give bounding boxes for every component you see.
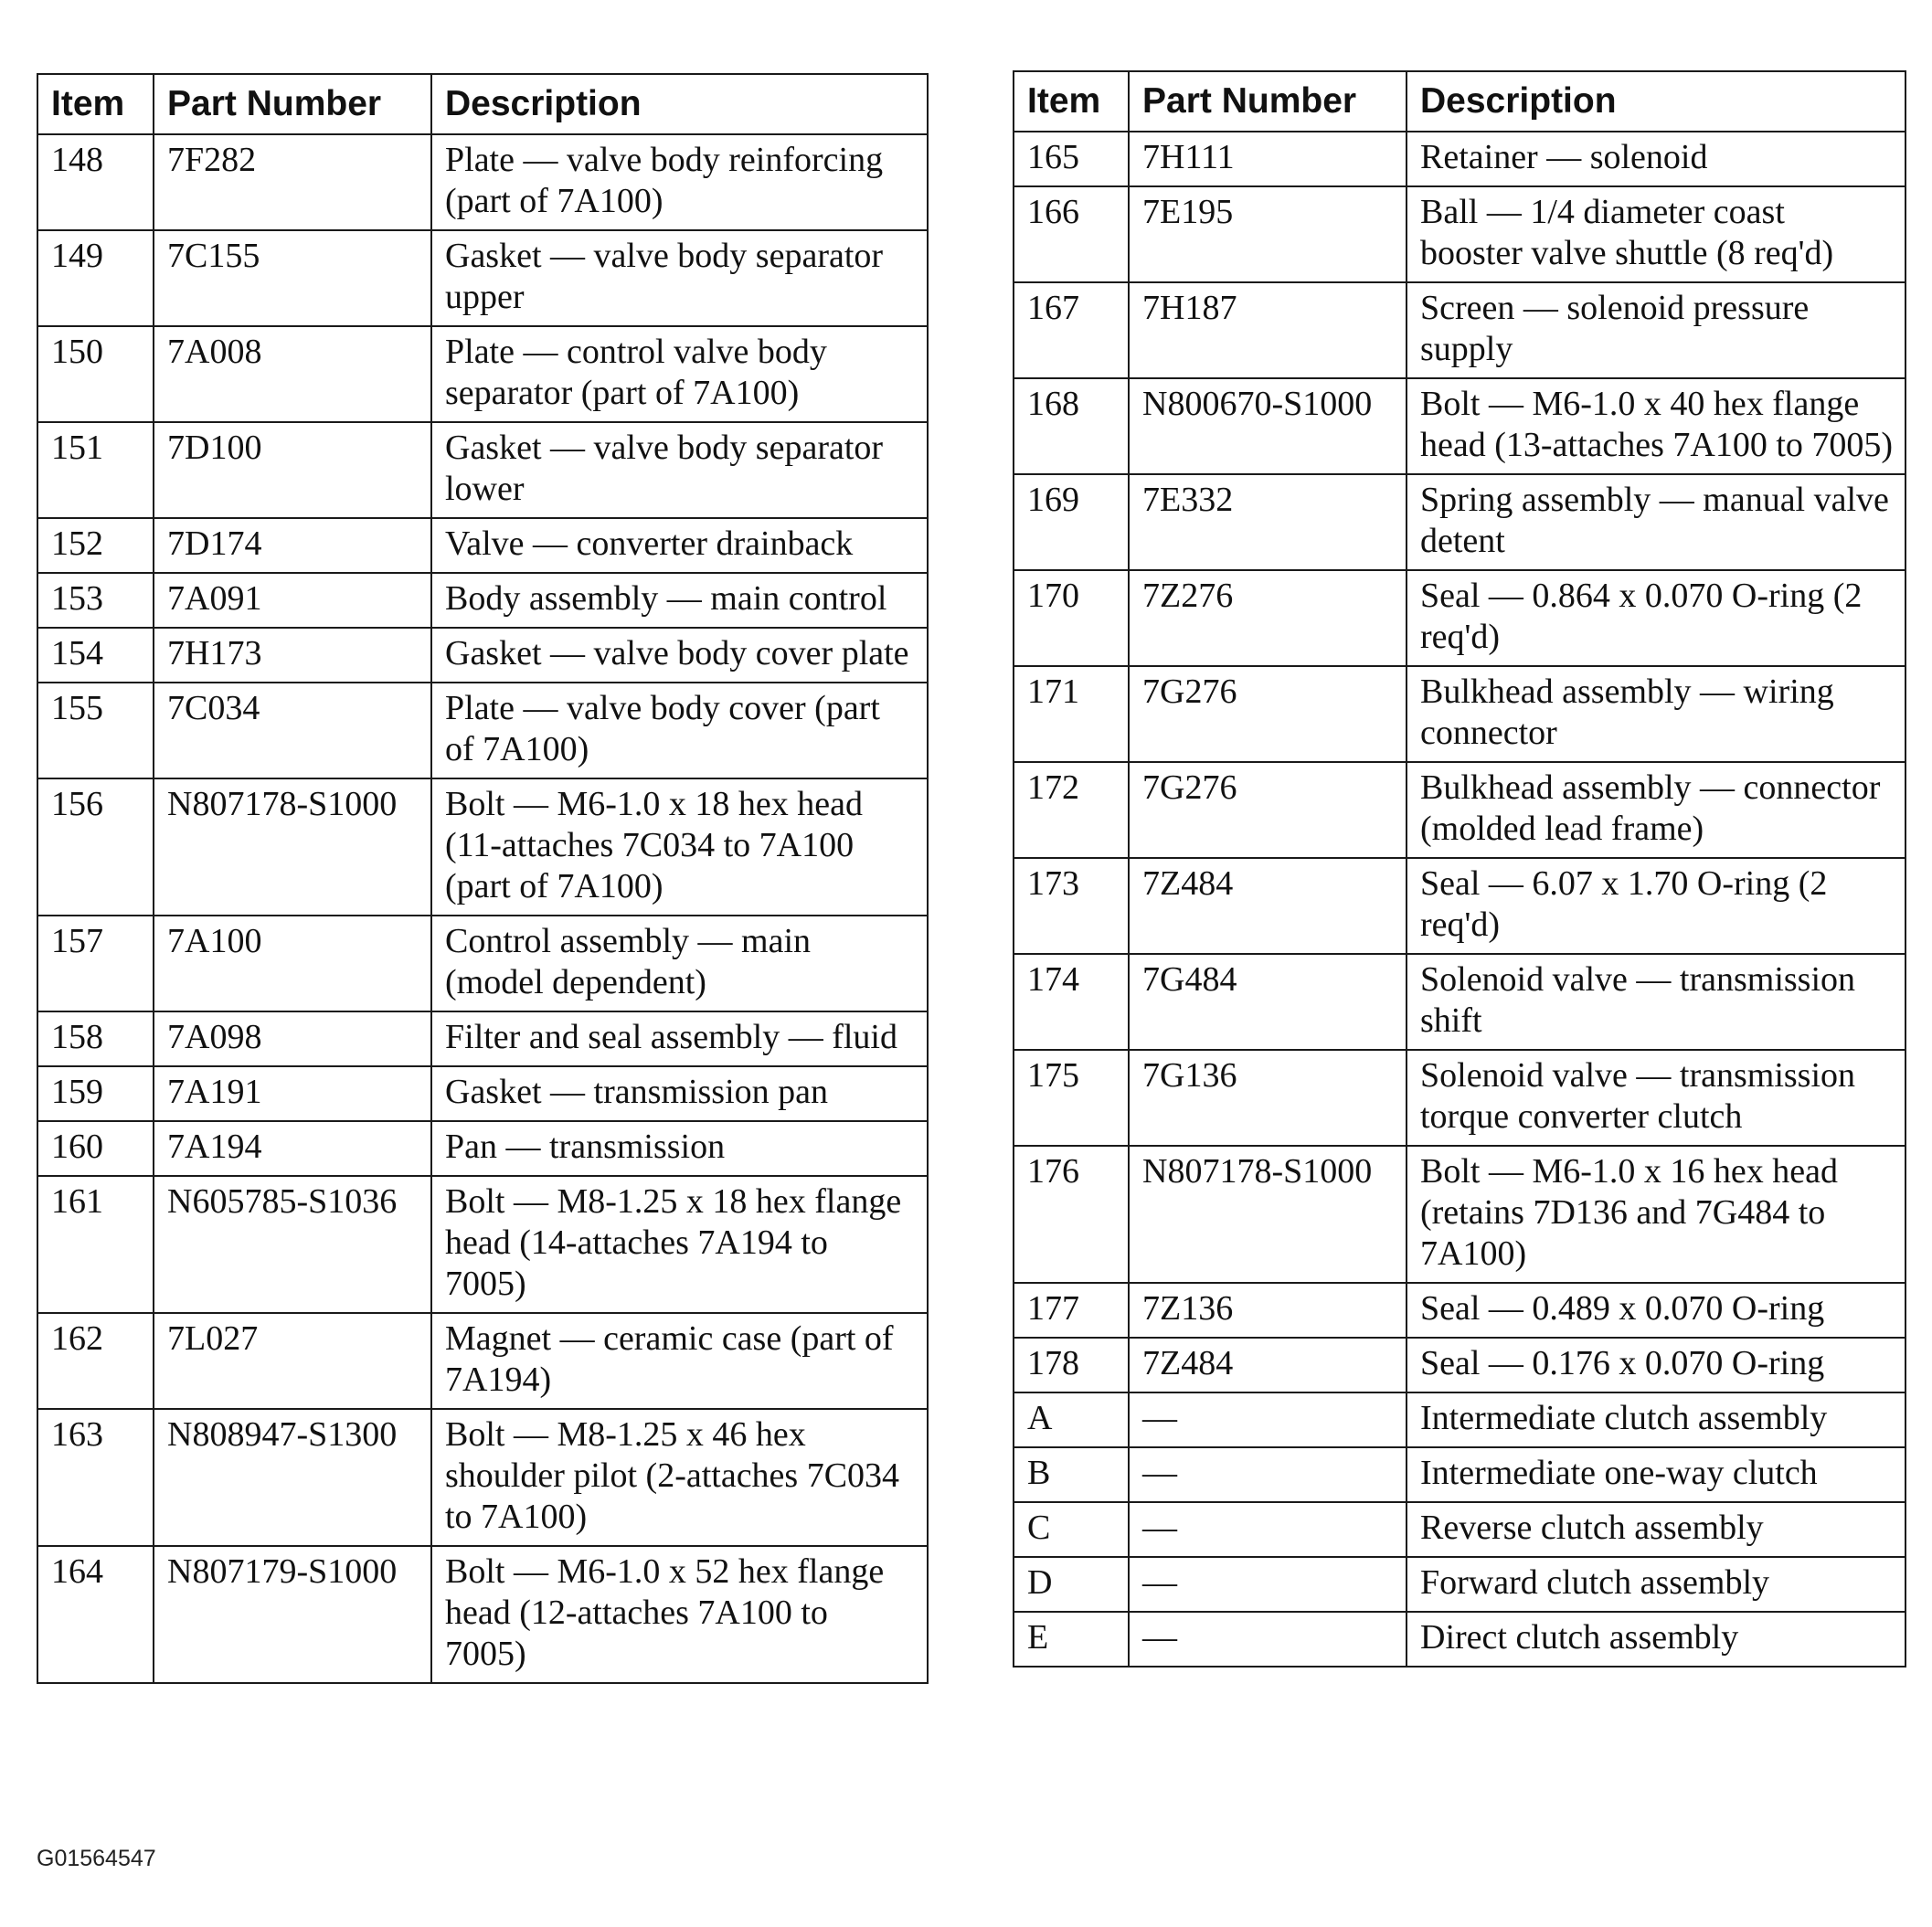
description-cell: Ball — 1/4 diameter coast booster valve shuttle (8 req'd): [1407, 186, 1905, 282]
description-cell: Gasket — valve body separator upper: [431, 230, 928, 326]
table-row: [1014, 1447, 1905, 1502]
item-cell: D: [1014, 1557, 1129, 1612]
table-row: [37, 1313, 928, 1409]
table-row: [37, 518, 928, 573]
part-number-cell: —: [1129, 1612, 1407, 1667]
item-cell: 162: [37, 1313, 154, 1409]
description-cell: Intermediate one-way clutch: [1407, 1447, 1905, 1502]
part-number-cell: 7Z276: [1129, 570, 1407, 666]
item-cell: 175: [1014, 1050, 1129, 1146]
item-cell: 152: [37, 518, 154, 573]
description-cell: Spring assembly — manual valve detent: [1407, 474, 1905, 570]
table-row: [37, 778, 928, 916]
item-header: Item: [37, 74, 154, 134]
table-row: [37, 573, 928, 628]
table-row: [37, 1409, 928, 1546]
part-number-cell: 7L027: [154, 1313, 431, 1409]
item-cell: 174: [1014, 954, 1129, 1050]
table-row: [1014, 1283, 1905, 1338]
table-row: [1014, 1392, 1905, 1447]
header-row: [1014, 71, 1905, 132]
part-number-cell: 7A098: [154, 1011, 431, 1066]
description-cell: Solenoid valve — transmission shift: [1407, 954, 1905, 1050]
parts-table-right: [1013, 70, 1906, 1668]
description-cell: Direct clutch assembly: [1407, 1612, 1905, 1667]
item-cell: 171: [1014, 666, 1129, 762]
part-number-cell: 7G484: [1129, 954, 1407, 1050]
item-cell: 173: [1014, 858, 1129, 954]
description-cell: Gasket — valve body cover plate: [431, 628, 928, 683]
table-row: [37, 326, 928, 422]
table-row: [37, 628, 928, 683]
description-cell: Seal — 6.07 x 1.70 O-ring (2 req'd): [1407, 858, 1905, 954]
description-cell: Control assembly — main (model dependent): [431, 916, 928, 1011]
description-cell: Valve — converter drainback: [431, 518, 928, 573]
part-number-cell: 7F282: [154, 134, 431, 230]
item-cell: 157: [37, 916, 154, 1011]
description-cell: Magnet — ceramic case (part of 7A194): [431, 1313, 928, 1409]
part-number-cell: 7E195: [1129, 186, 1407, 282]
table-row: [1014, 378, 1905, 474]
part-number-cell: 7C155: [154, 230, 431, 326]
part-number-cell: 7Z484: [1129, 1338, 1407, 1392]
description-cell: Screen — solenoid pressure supply: [1407, 282, 1905, 378]
part-number-cell: 7G276: [1129, 762, 1407, 858]
part-number-cell: 7A008: [154, 326, 431, 422]
description-cell: Bulkhead assembly — wiring connector: [1407, 666, 1905, 762]
table-row: [37, 1121, 928, 1176]
item-cell: 148: [37, 134, 154, 230]
description-cell: Pan — transmission: [431, 1121, 928, 1176]
part-number-cell: 7C034: [154, 683, 431, 778]
part-number-cell: 7H187: [1129, 282, 1407, 378]
part-number-cell: 7A194: [154, 1121, 431, 1176]
item-cell: 158: [37, 1011, 154, 1066]
table-row: [1014, 282, 1905, 378]
part-number-cell: N808947-S1300: [154, 1409, 431, 1546]
table-row: [1014, 1338, 1905, 1392]
description-cell: Seal — 0.864 x 0.070 O-ring (2 req'd): [1407, 570, 1905, 666]
description-cell: Plate — control valve body separator (part of 7A100): [431, 326, 928, 422]
table-row: [1014, 1146, 1905, 1283]
description-cell: Bolt — M8-1.25 x 18 hex flange head (14-attaches 7A194 to 7005): [431, 1176, 928, 1313]
part-number-cell: N807178-S1000: [154, 778, 431, 916]
description-cell: Solenoid valve — transmission torque converter clutch: [1407, 1050, 1905, 1146]
description-cell: Plate — valve body cover (part of 7A100): [431, 683, 928, 778]
item-cell: 176: [1014, 1146, 1129, 1283]
description-cell: Bolt — M6-1.0 x 16 hex head (retains 7D136 and 7G484 to 7A100): [1407, 1146, 1905, 1283]
item-cell: 159: [37, 1066, 154, 1121]
description-header: Description: [431, 74, 928, 134]
part-number-cell: 7E332: [1129, 474, 1407, 570]
part-number-header: Part Number: [1129, 71, 1407, 132]
table-row: [1014, 762, 1905, 858]
parts-table-right-body: [1014, 132, 1905, 1667]
description-cell: Bulkhead assembly — connector (molded lead frame): [1407, 762, 1905, 858]
description-cell: Bolt — M6-1.0 x 40 hex flange head (13-attaches 7A100 to 7005): [1407, 378, 1905, 474]
table-row: [1014, 474, 1905, 570]
description-cell: Body assembly — main control: [431, 573, 928, 628]
part-number-cell: N807179-S1000: [154, 1546, 431, 1683]
table-row: [1014, 132, 1905, 186]
part-number-cell: N807178-S1000: [1129, 1146, 1407, 1283]
description-cell: Forward clutch assembly: [1407, 1557, 1905, 1612]
item-cell: 172: [1014, 762, 1129, 858]
parts-table-left-body: [37, 134, 928, 1683]
item-cell: 154: [37, 628, 154, 683]
item-cell: 163: [37, 1409, 154, 1546]
description-cell: Filter and seal assembly — fluid: [431, 1011, 928, 1066]
description-cell: Bolt — M8-1.25 x 46 hex shoulder pilot (2-attaches 7C034 to 7A100): [431, 1409, 928, 1546]
item-cell: 170: [1014, 570, 1129, 666]
part-number-cell: —: [1129, 1502, 1407, 1557]
item-cell: 151: [37, 422, 154, 518]
item-cell: 167: [1014, 282, 1129, 378]
part-number-cell: N800670-S1000: [1129, 378, 1407, 474]
table-row: [37, 1066, 928, 1121]
part-number-cell: —: [1129, 1557, 1407, 1612]
description-cell: Bolt — M6-1.0 x 18 hex head (11-attaches 7C034 to 7A100 (part of 7A100): [431, 778, 928, 916]
part-number-cell: 7D100: [154, 422, 431, 518]
description-cell: Seal — 0.489 x 0.070 O-ring: [1407, 1283, 1905, 1338]
table-row: [37, 683, 928, 778]
part-number-cell: N605785-S1036: [154, 1176, 431, 1313]
table-row: [37, 1011, 928, 1066]
item-cell: A: [1014, 1392, 1129, 1447]
figure-id: G01564547: [37, 1846, 156, 1871]
part-number-header: Part Number: [154, 74, 431, 134]
item-header: Item: [1014, 71, 1129, 132]
description-cell: Gasket — transmission pan: [431, 1066, 928, 1121]
table-row: [1014, 1502, 1905, 1557]
table-row: [37, 230, 928, 326]
table-row: [37, 134, 928, 230]
description-cell: Bolt — M6-1.0 x 52 hex flange head (12-attaches 7A100 to 7005): [431, 1546, 928, 1683]
part-number-cell: 7A191: [154, 1066, 431, 1121]
item-cell: 178: [1014, 1338, 1129, 1392]
item-cell: 166: [1014, 186, 1129, 282]
item-cell: 169: [1014, 474, 1129, 570]
item-cell: 153: [37, 573, 154, 628]
item-cell: 150: [37, 326, 154, 422]
table-row: [37, 422, 928, 518]
item-cell: B: [1014, 1447, 1129, 1502]
item-cell: 149: [37, 230, 154, 326]
item-cell: 156: [37, 778, 154, 916]
description-cell: Reverse clutch assembly: [1407, 1502, 1905, 1557]
description-cell: Gasket — valve body separator lower: [431, 422, 928, 518]
table-row: [1014, 666, 1905, 762]
item-cell: C: [1014, 1502, 1129, 1557]
table-row: [37, 1176, 928, 1313]
description-cell: Plate — valve body reinforcing (part of 7A100): [431, 134, 928, 230]
part-number-cell: 7A091: [154, 573, 431, 628]
table-row: [37, 1546, 928, 1683]
part-number-cell: —: [1129, 1447, 1407, 1502]
item-cell: 164: [37, 1546, 154, 1683]
part-number-cell: 7D174: [154, 518, 431, 573]
item-cell: 177: [1014, 1283, 1129, 1338]
part-number-cell: 7H111: [1129, 132, 1407, 186]
table-row: [1014, 858, 1905, 954]
part-number-cell: —: [1129, 1392, 1407, 1447]
table-row: [1014, 1050, 1905, 1146]
item-cell: 168: [1014, 378, 1129, 474]
description-cell: Intermediate clutch assembly: [1407, 1392, 1905, 1447]
table-row: [1014, 954, 1905, 1050]
part-number-cell: 7Z136: [1129, 1283, 1407, 1338]
item-cell: E: [1014, 1612, 1129, 1667]
table-row: [37, 916, 928, 1011]
table-row: [1014, 1557, 1905, 1612]
parts-table-left: [37, 73, 929, 1684]
table-row: [1014, 186, 1905, 282]
table-row: [1014, 1612, 1905, 1667]
description-cell: Retainer — solenoid: [1407, 132, 1905, 186]
part-number-cell: 7Z484: [1129, 858, 1407, 954]
header-row: [37, 74, 928, 134]
item-cell: 165: [1014, 132, 1129, 186]
item-cell: 161: [37, 1176, 154, 1313]
description-cell: Seal — 0.176 x 0.070 O-ring: [1407, 1338, 1905, 1392]
part-number-cell: 7H173: [154, 628, 431, 683]
item-cell: 155: [37, 683, 154, 778]
part-number-cell: 7A100: [154, 916, 431, 1011]
item-cell: 160: [37, 1121, 154, 1176]
part-number-cell: 7G136: [1129, 1050, 1407, 1146]
table-row: [1014, 570, 1905, 666]
part-number-cell: 7G276: [1129, 666, 1407, 762]
description-header: Description: [1407, 71, 1905, 132]
